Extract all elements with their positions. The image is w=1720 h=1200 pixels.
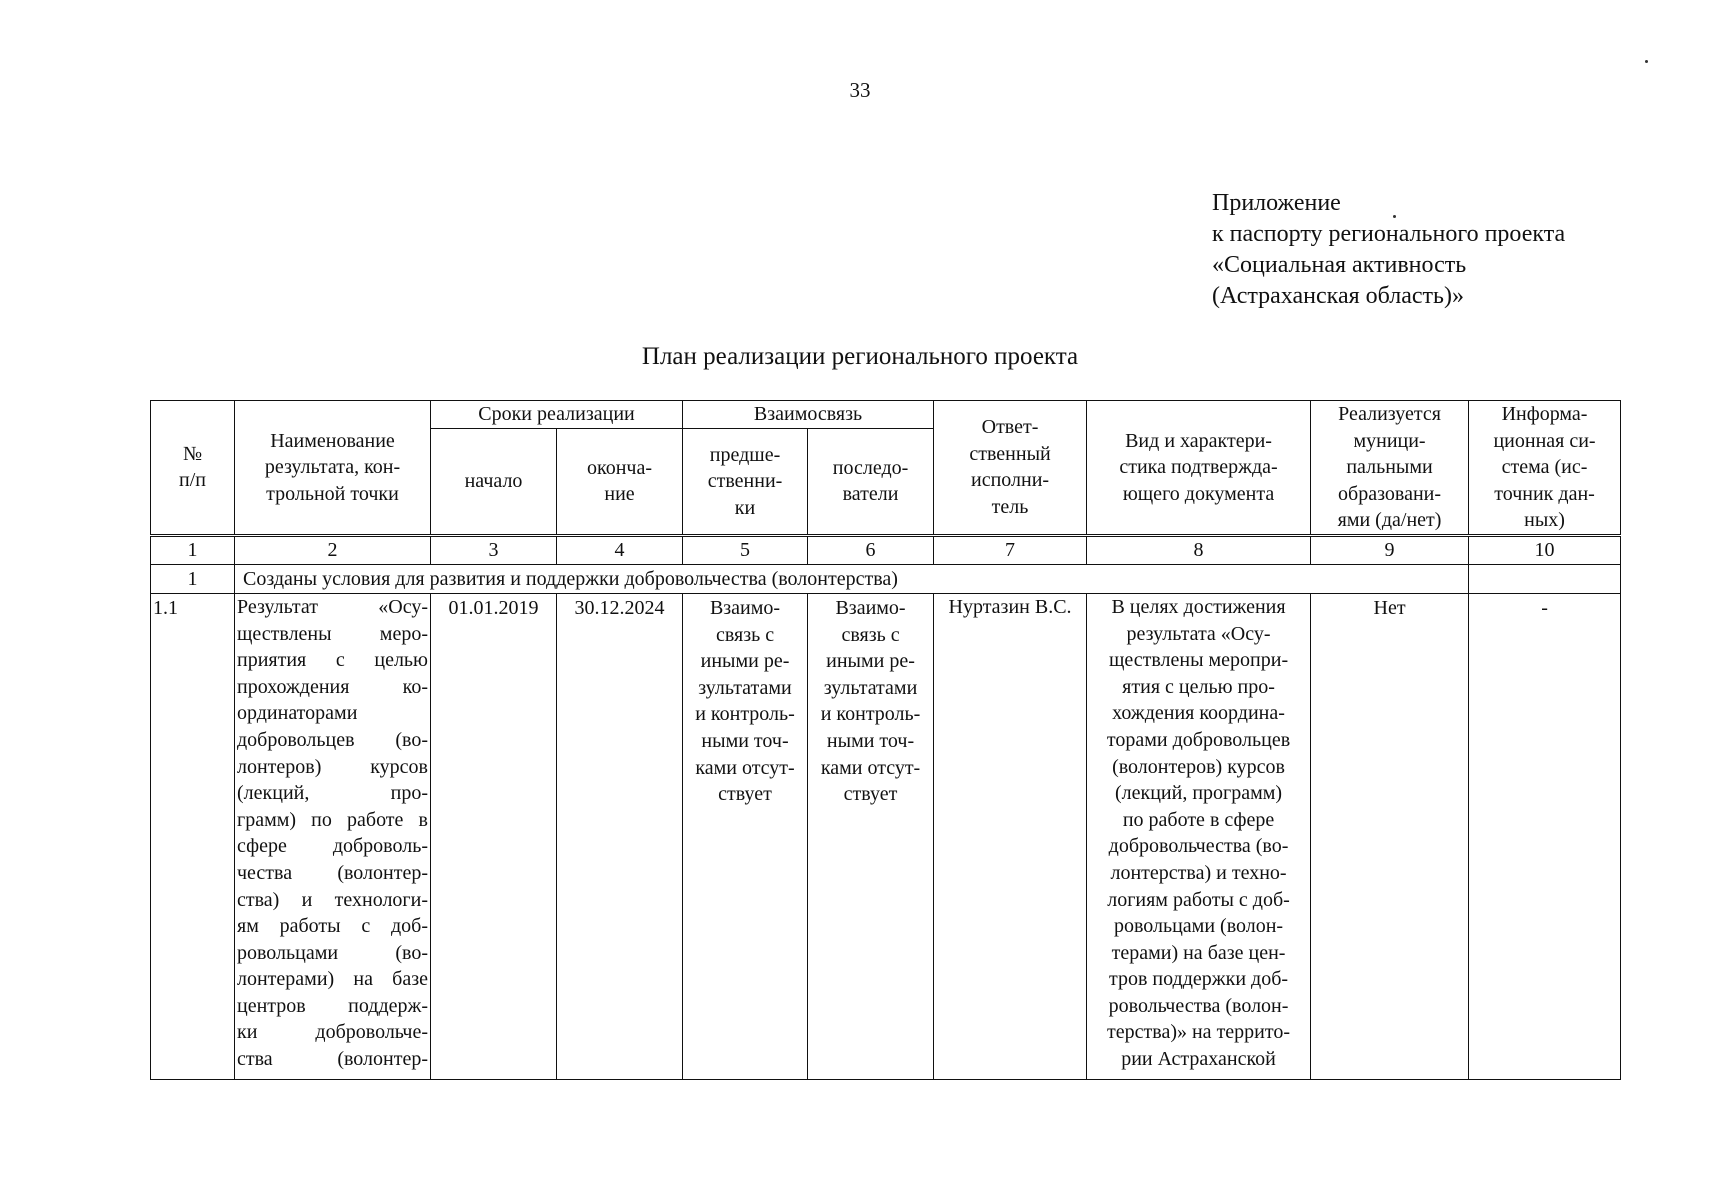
header-text: № (182, 442, 203, 465)
header-text: ственный (969, 442, 1051, 465)
responsible-person: Нуртазин В.С. (934, 593, 1087, 1079)
page-number: 33 (849, 78, 871, 102)
successors-line: и контроль- (820, 703, 921, 726)
header-text: стика подтвержда- (1119, 456, 1278, 479)
column-number: 2 (235, 535, 431, 564)
header-num (151, 401, 235, 536)
header-text: тель (991, 496, 1029, 519)
document-title: План реализации регионального проекта (641, 343, 1079, 370)
column-number: 1 (151, 535, 235, 564)
document-line: добровольчества (во- (1108, 835, 1289, 858)
section-row (151, 564, 1621, 593)
document-line: (лекций, программ) (1114, 782, 1283, 805)
column-number: 8 (1087, 535, 1311, 564)
document-line: хождения координа- (1112, 702, 1285, 725)
result-name (235, 593, 431, 1079)
column-number: 7 (934, 535, 1087, 564)
header-text: п/п (179, 469, 206, 492)
predecessors-line: ками отсут- (695, 756, 795, 779)
predecessors-line: и контроль- (695, 703, 795, 726)
document-line: рии Астраханской (1121, 1048, 1276, 1071)
header-text: пальными (1346, 456, 1433, 479)
header-text: Ответ- (981, 416, 1039, 439)
header-text: предше- (709, 443, 781, 466)
result-name-line: прохождения ко- (237, 675, 428, 698)
header-text: стема (ис- (1501, 456, 1588, 479)
result-name-line: ям работы с доб- (237, 915, 428, 938)
header-text: ющего документа (1122, 482, 1275, 505)
document-line: (волонтеров) курсов (1112, 755, 1285, 778)
document-line: по работе в сфере (1122, 808, 1275, 831)
document-line: ятия с целью про- (1122, 675, 1275, 698)
predecessors (683, 593, 808, 1079)
document-line: ществлены меропри- (1108, 649, 1289, 672)
appendix-line: (Астраханская область)» (1212, 283, 1464, 309)
header-text: Наименование (270, 429, 395, 452)
document-line: лонтерства) и техно- (1110, 861, 1287, 884)
result-name-line: приятия с целью (237, 649, 428, 672)
header-text: Вид и характери- (1125, 429, 1272, 452)
header-end (557, 428, 683, 535)
successors-line: ками отсут- (820, 756, 921, 779)
header-text: образовани- (1338, 482, 1442, 505)
result-name-line: центров поддерж- (237, 994, 428, 1017)
result-name-line: ства (волонтер- (237, 1048, 428, 1071)
document-line: ровольцами (волон- (1113, 915, 1284, 938)
column-number-row (151, 535, 1621, 564)
document-line: тров поддержки доб- (1109, 968, 1289, 991)
header-successors (808, 428, 934, 535)
header-text: Реализуется (1338, 403, 1441, 425)
column-number: 5 (683, 535, 808, 564)
header-text: трольной точки (266, 482, 399, 505)
row-number: 1.1 (151, 593, 235, 1079)
successors-line: ными точ- (826, 729, 915, 752)
predecessors-line: зультатами (698, 676, 792, 699)
header-text: последо- (832, 456, 909, 479)
document-line: торами добровольцев (1106, 728, 1291, 751)
successors-line: зультатами (823, 676, 918, 699)
start-date: 01.01.2019 (431, 593, 557, 1079)
header-text: ных) (1524, 509, 1565, 532)
column-number: 9 (1311, 535, 1469, 564)
header-predecessors (683, 428, 808, 535)
document-line: логиям работы с доб- (1107, 888, 1290, 911)
column-number: 4 (557, 535, 683, 564)
result-name-line: ровольцами (во- (237, 941, 428, 964)
section-number: 1 (151, 564, 235, 593)
header-municipal (1311, 401, 1469, 536)
header-text: ственни- (707, 470, 783, 493)
successors-line: иными ре- (826, 650, 915, 673)
result-name-line: чества (волонтер- (237, 861, 428, 884)
table-row (151, 593, 1621, 1079)
header-text: точник дан- (1494, 482, 1595, 505)
municipal-implementation: Нет (1311, 593, 1469, 1079)
document-description (1087, 593, 1311, 1079)
result-name-line: лонтеров) курсов (237, 755, 428, 778)
result-name-line: ки добровольче- (237, 1021, 428, 1044)
header-terms-group: Сроки реализации (431, 401, 683, 429)
result-name-line: сфере доброволь- (237, 835, 428, 858)
result-name-line: (лекций, про- (237, 782, 428, 805)
section-title: Созданы условия для развития и поддержки добровольчества (волонтерства) (235, 564, 1469, 593)
appendix-line: «Социальная активность (1212, 252, 1467, 278)
end-date: 30.12.2024 (557, 593, 683, 1079)
predecessors-line: ствует (718, 783, 772, 806)
column-number: 6 (808, 535, 934, 564)
speck-mark (1393, 215, 1396, 218)
header-row (151, 401, 1621, 429)
info-system: - (1469, 593, 1621, 1079)
column-number: 3 (431, 535, 557, 564)
header-text: ями (да/нет) (1337, 509, 1442, 532)
header-text: ционная си- (1493, 429, 1596, 452)
header-text: муници- (1353, 429, 1426, 452)
header-text: Информа- (1501, 403, 1588, 425)
result-name-line: ординаторами (237, 702, 358, 725)
document-line: терами) на базе цен- (1111, 941, 1286, 964)
header-text: ние (604, 483, 635, 506)
predecessors-line: ными точ- (701, 729, 789, 752)
header-text: ватели (842, 483, 899, 506)
header-start: начало (431, 428, 557, 535)
appendix-note (1212, 188, 1565, 312)
result-name-line: ществлены меро- (237, 622, 428, 645)
header-link-group: Взаимосвязь (683, 401, 934, 429)
document-line: В целях достижения (1111, 595, 1286, 618)
header-info-system (1469, 401, 1621, 536)
predecessors-line: Взаимо- (709, 596, 781, 619)
column-number: 10 (1469, 535, 1621, 564)
header-responsible (934, 401, 1087, 536)
result-name-line: добровольцев (во- (237, 728, 428, 751)
successors (808, 593, 934, 1079)
result-name-line: Результат «Осу- (237, 595, 428, 618)
speck-mark (1645, 60, 1648, 63)
header-text: ки (734, 496, 756, 519)
successors-line: Взаимо- (835, 596, 906, 619)
appendix-line: Приложение (1212, 190, 1341, 216)
successors-line: ствует (843, 783, 898, 806)
header-text: результата, кон- (264, 456, 401, 479)
header-name (235, 401, 431, 536)
header-text: оконча- (587, 456, 652, 479)
result-name-line: лонтерами) на базе (237, 968, 428, 991)
header-text: исполни- (970, 469, 1050, 492)
plan-table (150, 400, 1621, 1080)
document-line: ровольчества (волон- (1108, 994, 1289, 1017)
predecessors-line: иными ре- (700, 650, 790, 673)
result-name-line: грамм) по работе в (237, 808, 428, 831)
document-line: терства)» на террито- (1107, 1021, 1291, 1044)
document-line: результата «Осу- (1126, 622, 1271, 645)
successors-line: связь с (841, 623, 900, 646)
predecessors-line: связь с (715, 623, 775, 646)
appendix-line: к паспорту регионального проекта (1212, 221, 1566, 247)
result-name-line: ства) и технологи- (237, 888, 428, 911)
header-document (1087, 401, 1311, 536)
section-empty-cell (1469, 564, 1621, 593)
